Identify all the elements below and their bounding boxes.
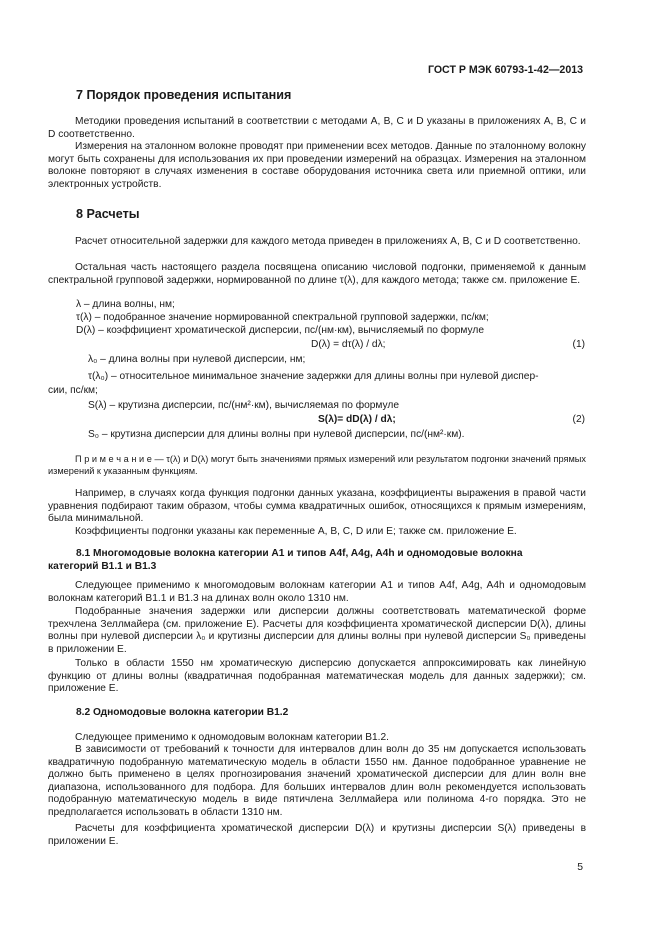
s82-paragraph-3: Расчеты для коэффициента хроматической дисперсии D(λ) и крутизны дисперсии S(λ) приведены в приложении E. [48, 823, 586, 847]
s8-paragraph-3: Например, в случаях когда функция подгонки данных указана, коэффициенты выражения в правой части уравнения подбирают таким образом, чтобы сумма квадратичных ошибок, относящихся к прямым измерениям, была минимальной. [48, 488, 586, 525]
s81-paragraph-1: Следующее применимо к многомодовым волокнам категории A1 и типов A4f, A4g, A4h и одномодовым волокнам категорий B1.1 и B1.3 на длинах волн около 1310 нм. [48, 580, 586, 604]
section-8-title: 8 Расчеты [76, 207, 140, 221]
s8-paragraph-2: Остальная часть настоящего раздела посвящена описанию числовой подгонки, применяемой к данным спектральной групповой задержки, нормированной по длине τ(λ), для каждого метода; также см. приложение E. [48, 262, 586, 286]
definition-lambda: λ – длина волны, нм; [76, 299, 175, 310]
section-8-1-title-line-2: категорий B1.1 и B1.3 [48, 561, 157, 572]
s7-paragraph-1: Методики проведения испытаний в соответствии с методами A, B, C и D указаны в приложениях A, B, C и D соответственно. [48, 116, 586, 140]
document-header: ГОСТ Р МЭК 60793-1-42—2013 [427, 64, 583, 76]
definition-S: S(λ) – крутизна дисперсии, пс/(нм²·км), вычисляемая по формуле [88, 400, 400, 411]
definition-tau-lambda0: τ(λ₀) – относительное минимальное значение задержки для длины волны при нулевой диспер- [88, 371, 539, 382]
s82-paragraph-1: Следующее применимо к одномодовым волокнам категории B1.2. [75, 732, 390, 743]
s81-paragraph-2: Подобранные значения задержки или дисперсии должны соответствовать математической форме трехчлена Зеллмайера (см. приложение E). Расчеты для коэффициента хроматической дисперсии D(λ), длины волны при нулевой дисперсии λ₀ и крутизны дисперсии для длины волны при нулевой дисперсии S₀ приведены в приложении E. [48, 606, 586, 655]
equation-2: S(λ)= dD(λ) / dλ; [318, 414, 396, 425]
equation-1: D(λ) = dτ(λ) / dλ; [311, 339, 386, 350]
definition-tau: τ(λ) – подобранное значение нормированной спектральной групповой задержки, пс/км; [76, 312, 489, 323]
page-number: 5 [577, 862, 583, 873]
definition-lambda0: λ₀ – длина волны при нулевой дисперсии, нм; [88, 354, 306, 365]
s82-paragraph-2: В зависимости от требований к точности для интервалов длин волн до 35 нм допускается использовать квадратичную подобранную математическую модель в области 1550 нм. Данное подобранное уравнение не должно быть применено в целях прогнозирования значений хроматической дисперсии для длин волн вне диапазона, использованного для подбора. Для больших интервалов длин волн рекомендуется использовать подобранную математическую модель в виде пятичлена Зеллмайера или полинома 4-го порядка. Это не предполагается использовать в области 1310 нм. [48, 744, 586, 818]
definition-tau-lambda0-cont: сии, пс/км; [48, 385, 98, 396]
definition-D: D(λ) – коэффициент хроматической дисперсии, пс/(нм·км), вычисляемый по формуле [76, 325, 485, 336]
section-8-2-title: 8.2 Одномодовые волокна категории B1.2 [76, 707, 289, 718]
equation-2-number: (2) [572, 414, 585, 425]
equation-1-number: (1) [572, 339, 585, 350]
s81-paragraph-3: Только в области 1550 нм хроматическую дисперсию допускается аппроксимировать как линейную функцию от длины волны (квадратичная подобранная математическая модель для данных задержки); см. приложение E. [48, 658, 586, 695]
s8-paragraph-1: Расчет относительной задержки для каждого метода приведен в приложениях A, B, C и D соответственно. [75, 236, 581, 247]
s8-paragraph-4: Коэффициенты подгонки указаны как переменные A, B, C, D или E; также см. приложение E. [75, 526, 517, 537]
note: П р и м е ч а н и е — τ(λ) и D(λ) могут быть значениями прямых измерений или результатом подгонки значений прямых измерений к указанным функциям. [48, 454, 586, 476]
s7-paragraph-2: Измерения на эталонном волокне проводят при применении всех методов. Данные по эталонному волокну могут быть сохранены для использования их при проведении измерений на образцах. Измерения на эталонном волокне повторяют в случаях изменения в составе оборудования источника света или приемной оптики, или электронных устройств. [48, 141, 586, 190]
section-7-title: 7 Порядок проведения испытания [76, 88, 292, 102]
section-8-1-title-line-1: 8.1 Многомодовые волокна категории A1 и типов A4f, A4g, A4h и одномодовые волокна [76, 548, 523, 559]
definition-S0: S₀ – крутизна дисперсии для длины волны при нулевой дисперсии, пс/(нм²·км). [88, 429, 465, 440]
